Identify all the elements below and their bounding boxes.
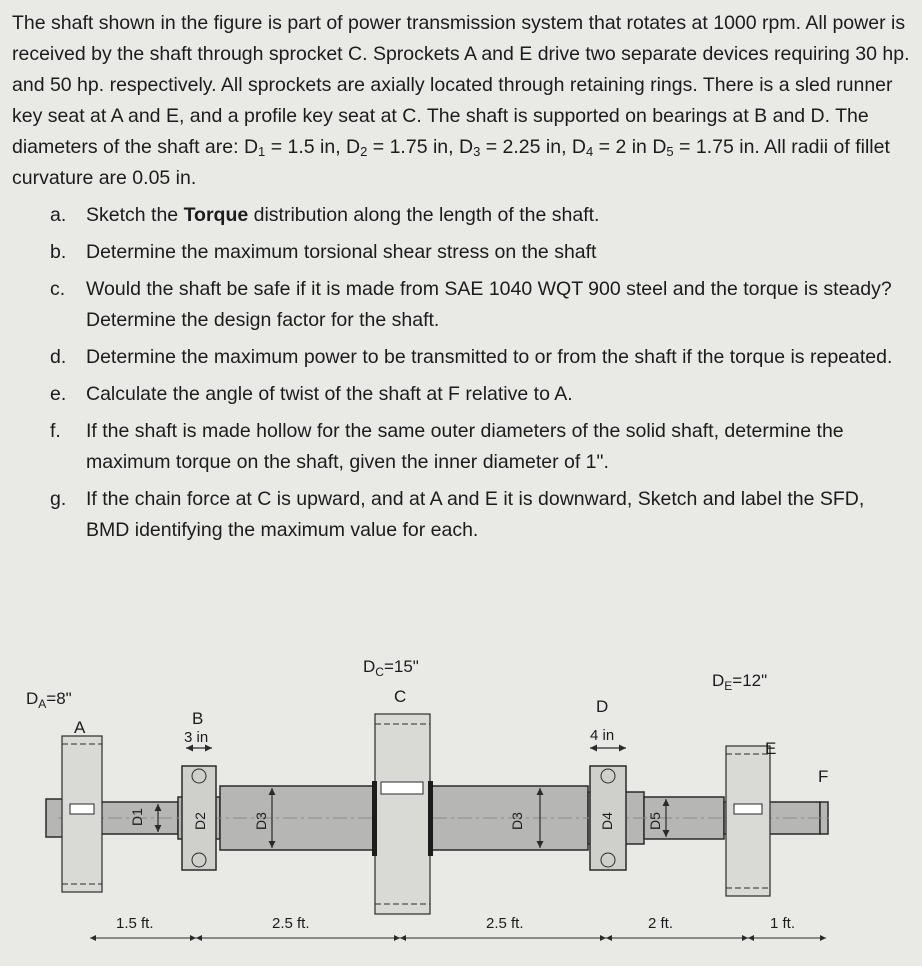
d2-subscript: 2 [360,144,368,159]
sprocket-e [726,746,770,896]
task-item [12,379,910,410]
length-a-b: 1.5 ft. [116,915,154,932]
length-d-e: 2 ft. [648,915,674,932]
task-list [12,200,910,546]
task-item [12,274,910,336]
task-label: g. [50,488,67,510]
task-item [12,342,910,373]
task-item [12,484,910,546]
sprocket-c [372,714,433,914]
task-text: If the chain force at C is upward, and at A and E it is downward, Sketch and label the SFD, BMD identifying the maximum value for each. [86,488,865,541]
shaft-figure [0,636,922,966]
b-width-label: 3 in [184,729,209,746]
length-c-d: 2.5 ft. [486,915,524,932]
intro-text: = 1.75 in. All radii of fillet curvature are 0.05 in. [12,136,890,189]
task-text: Calculate the angle of twist of the shaft at F relative to A. [86,383,573,405]
d3-left-label: D3 [253,812,269,830]
length-b-c: 2.5 ft. [272,915,310,932]
task-item [12,237,910,268]
task-item [12,416,910,478]
d3-right-label: D3 [509,812,525,830]
task-label: d. [50,346,67,368]
d-label: D [596,697,609,716]
d5-subscript: 5 [666,144,674,159]
task-label: a. [50,204,67,226]
task-label: e. [50,383,67,405]
de-label: $D_E=12$" [712,671,768,693]
task-text: Would the shaft be safe if it is made from SAE 1040 WQT 900 steel and the torque is steady? Determine the design factor for the shaft. [86,278,892,331]
d4-label: D4 [599,812,615,830]
sprocket-a [62,736,102,892]
d1-subscript: 1 [258,144,266,159]
task-text: distribution along the length of the shaft. [248,204,600,226]
task-text: Determine the maximum power to be transmitted to or from the shaft if the torque is repeated. [86,346,893,368]
intro-text: = 2.25 in, D [480,136,586,158]
problem-statement [12,8,910,552]
d3-subscript: 3 [473,144,481,159]
a-label: A [74,718,86,737]
problem-intro [12,8,910,194]
task-label: b. [50,241,67,263]
c-label: C [394,687,407,706]
length-e-f: 1 ft. [770,915,796,932]
intro-text: = 1.75 in, D [367,136,474,158]
d1-label: D1 [129,808,145,826]
task-label: f. [50,420,61,442]
task-text: If the shaft is made hollow for the same outer diameters of the solid shaft, determine the maximum torque on the shaft, given the inner diameter of 1". [86,420,844,473]
shaft-diagram [0,636,922,966]
dc-label: $D_C=15$" [363,657,419,679]
b-label: B [192,709,204,728]
task-item [12,200,910,231]
intro-text: = 2 in D [593,136,667,158]
length-labels [116,915,795,932]
d4-subscript: 4 [586,144,594,159]
f-label: F [818,767,829,786]
task-label: c. [50,278,66,300]
task-text: Sketch the [86,204,184,226]
e-label: E [765,739,777,758]
intro-text: = 1.5 in, D [265,136,361,158]
da-label: $D_A=8$" [26,689,72,711]
d2-label: D2 [192,812,208,830]
d5-label: D5 [647,812,663,830]
task-emphasis: Torque [183,204,249,226]
task-text: Determine the maximum torsional shear stress on the shaft [86,241,597,263]
d-width-label: 4 in [590,727,615,744]
intro-text: The shaft shown in the figure is part of power transmission system that rotates at 1000 rpm. All power is received by the shaft through sprocket C. Sprockets A and E drive two separate devices requiring 30 hp. and 50 hp. respectively. All sprockets are axially located through retaining rings. There is a sled runner key seat at A and E, and a profile key seat at C. The shaft is supported on bearings at B and D. The diameters of the shaft are: D [12,12,910,158]
